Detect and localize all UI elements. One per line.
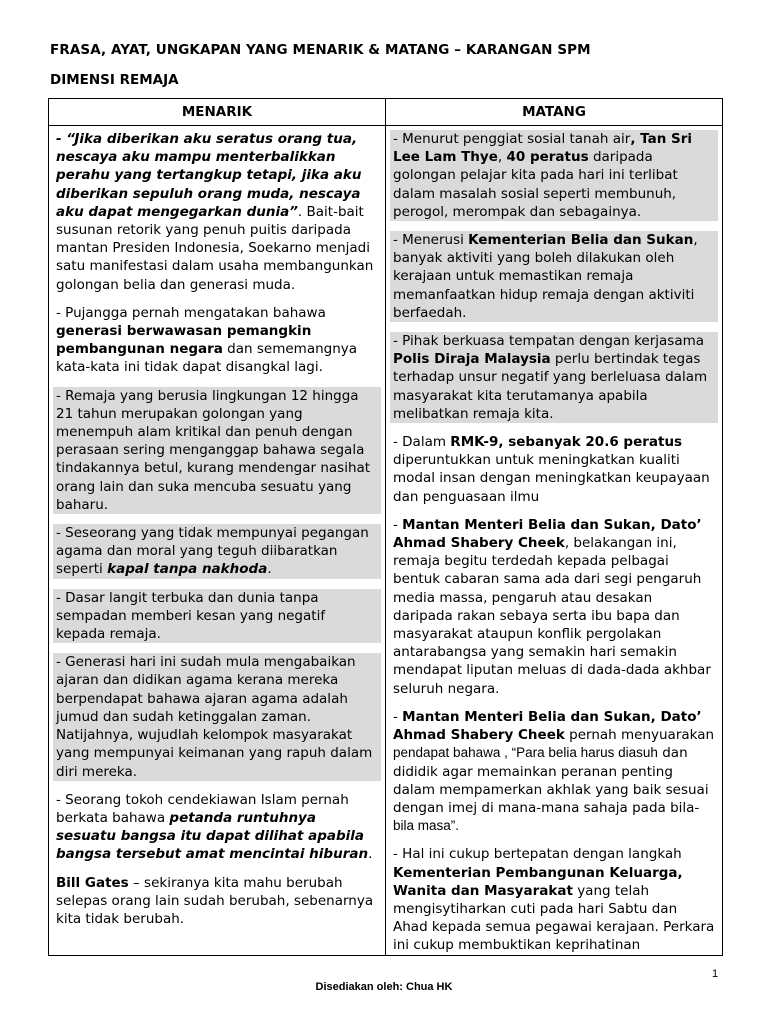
paragraph-text: 40 peratus xyxy=(506,149,589,166)
paragraph-text: generasi berwawasan pemangkin pembangunan negara xyxy=(56,323,312,358)
paragraph-text: dan sememangnya kata-kata ini tidak dapat disangkal lagi. xyxy=(56,341,358,376)
column-header-matang: MATANG xyxy=(386,99,723,126)
paragraph-text: Kementerian Pembangunan Keluarga, Wanita dan Masyarakat xyxy=(393,864,683,899)
paragraph-text: dan dididik agar memainkan peranan penting dalam mempamerkan akhlak yang baik sesuai dengan imej di mana-mana sahaja pada bila- xyxy=(393,745,709,816)
paragraph-text: - Generasi hari ini sudah mula mengabaikan ajaran dan didikan agama kerana mereka berpendapat bahawa ajaran agama adalah jumud dan sudah ketinggalan zaman. Natijahnya, wujudlah kelompok masyarakat yang mempunyai keimanan yang rapuh dalam diri mereka. xyxy=(56,654,373,780)
menarik-paragraph xyxy=(53,874,381,929)
paragraph-text: - Menurut penggiat sosial tanah air xyxy=(393,131,631,147)
paragraph-text: - Hal ini cukup bertepatan dengan langkah xyxy=(393,846,682,863)
column-header-menarik: MENARIK xyxy=(49,99,386,126)
paragraph-text: pernah menyuarakan xyxy=(564,727,715,744)
matang-cell xyxy=(386,126,723,956)
paragraph-text: - Dasar langit terbuka dan dunia tanpa sempadan memberi kesan yang negatif kepada remaja. xyxy=(56,589,326,643)
paragraph-text: , belakangan ini, remaja begitu terdedah kepada pelbagai bentuk cabaran sama ada dari segi pengaruh media massa, pengaruh atau desakan daripada rakan sebaya serta ibu bapa dan masyarakat ataupun konflik pergolakan antarabangsa yang semakin hari semakin mendapat liputan meluas di dada-dada akhbar seluruh negara. xyxy=(393,535,711,697)
phrases-table xyxy=(48,98,723,956)
matang-paragraph xyxy=(390,231,718,322)
paragraph-text: – sekiranya kita mahu berubah selepas orang lain sudah berubah, sebenarnya kita tidak berubah. xyxy=(56,874,374,927)
paragraph-text: yang telah mengisytiharkan cuti pada hari Sabtu dan Ahad kepada semua pegawai kerajaan. Perkara ini cukup membuktikan keprihatinan xyxy=(393,882,715,954)
menarik-column xyxy=(49,126,385,928)
paragraph-text: - Dalam xyxy=(393,434,451,451)
paragraph-text: - “Jika diberikan aku seratus orang tua, nescaya aku mampu menterbalikkan perahu yang tertangkup tetapi, jika aku diberikan sepuluh orang muda, nescaya aku dapat mengegarkan dunia” xyxy=(56,131,362,220)
menarik-cell xyxy=(49,126,386,956)
paragraph-text: . xyxy=(368,846,373,863)
paragraph-text: - xyxy=(393,516,403,533)
paragraph-text: - xyxy=(393,708,403,725)
document-subtitle: DIMENSI REMAJA xyxy=(50,72,179,88)
paragraph-text: bila masa”. xyxy=(393,818,460,834)
paragraph-text: Bill Gates xyxy=(56,874,129,891)
paragraph-text: . Bait-bait susunan retorik yang penuh puitis daripada mantan Presiden Indonesia, Soekarno menjadi satu manifestasi dalam usaha membangunkan golongan belia dan generasi muda. xyxy=(56,203,374,293)
menarik-paragraph xyxy=(53,524,381,579)
paragraph-text: - Seseorang yang tidak mempunyai pegangan agama dan moral yang teguh diibaratkan seperti xyxy=(56,525,369,578)
paragraph-text: kapal tanpa nakhoda xyxy=(107,561,268,578)
paragraph-text: pendapat bahawa , “Para belia harus diasuh xyxy=(393,745,658,761)
matang-paragraph xyxy=(390,845,718,954)
paragraph-text: , xyxy=(497,149,507,166)
menarik-paragraph xyxy=(53,791,381,864)
paragraph-text: perlu bertindak tegas terhadap unsur negatif yang berleluasa dalam masyarakat kita terutamanya apabila melibatkan remaja kita. xyxy=(393,351,708,422)
matang-column xyxy=(386,126,722,955)
menarik-paragraph xyxy=(53,589,381,644)
paragraph-text: . xyxy=(267,561,272,578)
matang-paragraph xyxy=(390,516,718,698)
menarik-paragraph xyxy=(53,387,381,514)
footer-credit: Disediakan oleh: Chua HK xyxy=(315,981,453,993)
paragraph-text: Mantan Menteri Belia dan Sukan, Dato’ Ahmad Shabery Cheek xyxy=(393,516,702,552)
paragraph-text: RMK-9, sebanyak 20.6 peratus xyxy=(450,434,683,451)
paragraph-text: Kementerian Belia dan Sukan xyxy=(468,232,694,249)
table-body-row xyxy=(49,126,723,956)
paragraph-text: - Menerusi xyxy=(393,232,469,249)
matang-paragraph xyxy=(390,130,718,221)
menarik-paragraph xyxy=(53,653,381,780)
paragraph-text: daripada golongan pelajar kita pada hari ini terlibat dalam masalah sosial seperti membunuh, perogol, merompak dan sebagainya. xyxy=(393,149,678,220)
paragraph-text: petanda runtuhnya sesuatu bangsa itu dapat dilihat apabila bangsa tersebut amat mencintai hiburan xyxy=(56,809,369,863)
matang-paragraph xyxy=(390,332,718,423)
paragraph-text: - Remaja yang berusia lingkungan 12 hingga 21 tahun merupakan golongan yang menempuh alam kritikal dan penuh dengan perasaan sering menganggap bahawa segala tindakannya betul, kurang mendengar nasihat orang lain dan suka mencuba sesuatu yang baharu. xyxy=(56,387,371,513)
matang-paragraph xyxy=(390,433,718,506)
table-header-row xyxy=(49,99,723,126)
matang-paragraph xyxy=(390,708,718,835)
paragraph-text: diperuntukkan untuk meningkatkan kualiti modal insan dengan meningkatkan keupayaan dan penguasaan ilmu xyxy=(393,452,710,505)
paragraph-text: , banyak aktiviti yang boleh dilakukan oleh kerajaan untuk memastikan remaja memanfaatkan hidup remaja dengan aktiviti berfaedah. xyxy=(393,232,698,321)
paragraph-text: - Pihak berkuasa tempatan dengan kerjasama xyxy=(393,333,705,350)
paragraph-text: , Tan Sri Lee Lam Thye xyxy=(393,131,693,166)
page-number: 1 xyxy=(712,968,719,980)
paragraph-text: Polis Diraja Malaysia xyxy=(393,351,551,368)
menarik-paragraph xyxy=(53,130,381,294)
paragraph-text: Mantan Menteri Belia dan Sukan, Dato’ Ahmad Shabery Cheek xyxy=(393,708,702,744)
paragraph-text: - Seorang tokoh cendekiawan Islam pernah berkata bahawa xyxy=(56,791,349,826)
paragraph-text: - Pujangga pernah mengatakan bahawa xyxy=(56,304,326,321)
menarik-paragraph xyxy=(53,304,381,377)
document-title: FRASA, AYAT, UNGKAPAN YANG MENARIK & MATANG – KARANGAN SPM xyxy=(50,42,591,58)
